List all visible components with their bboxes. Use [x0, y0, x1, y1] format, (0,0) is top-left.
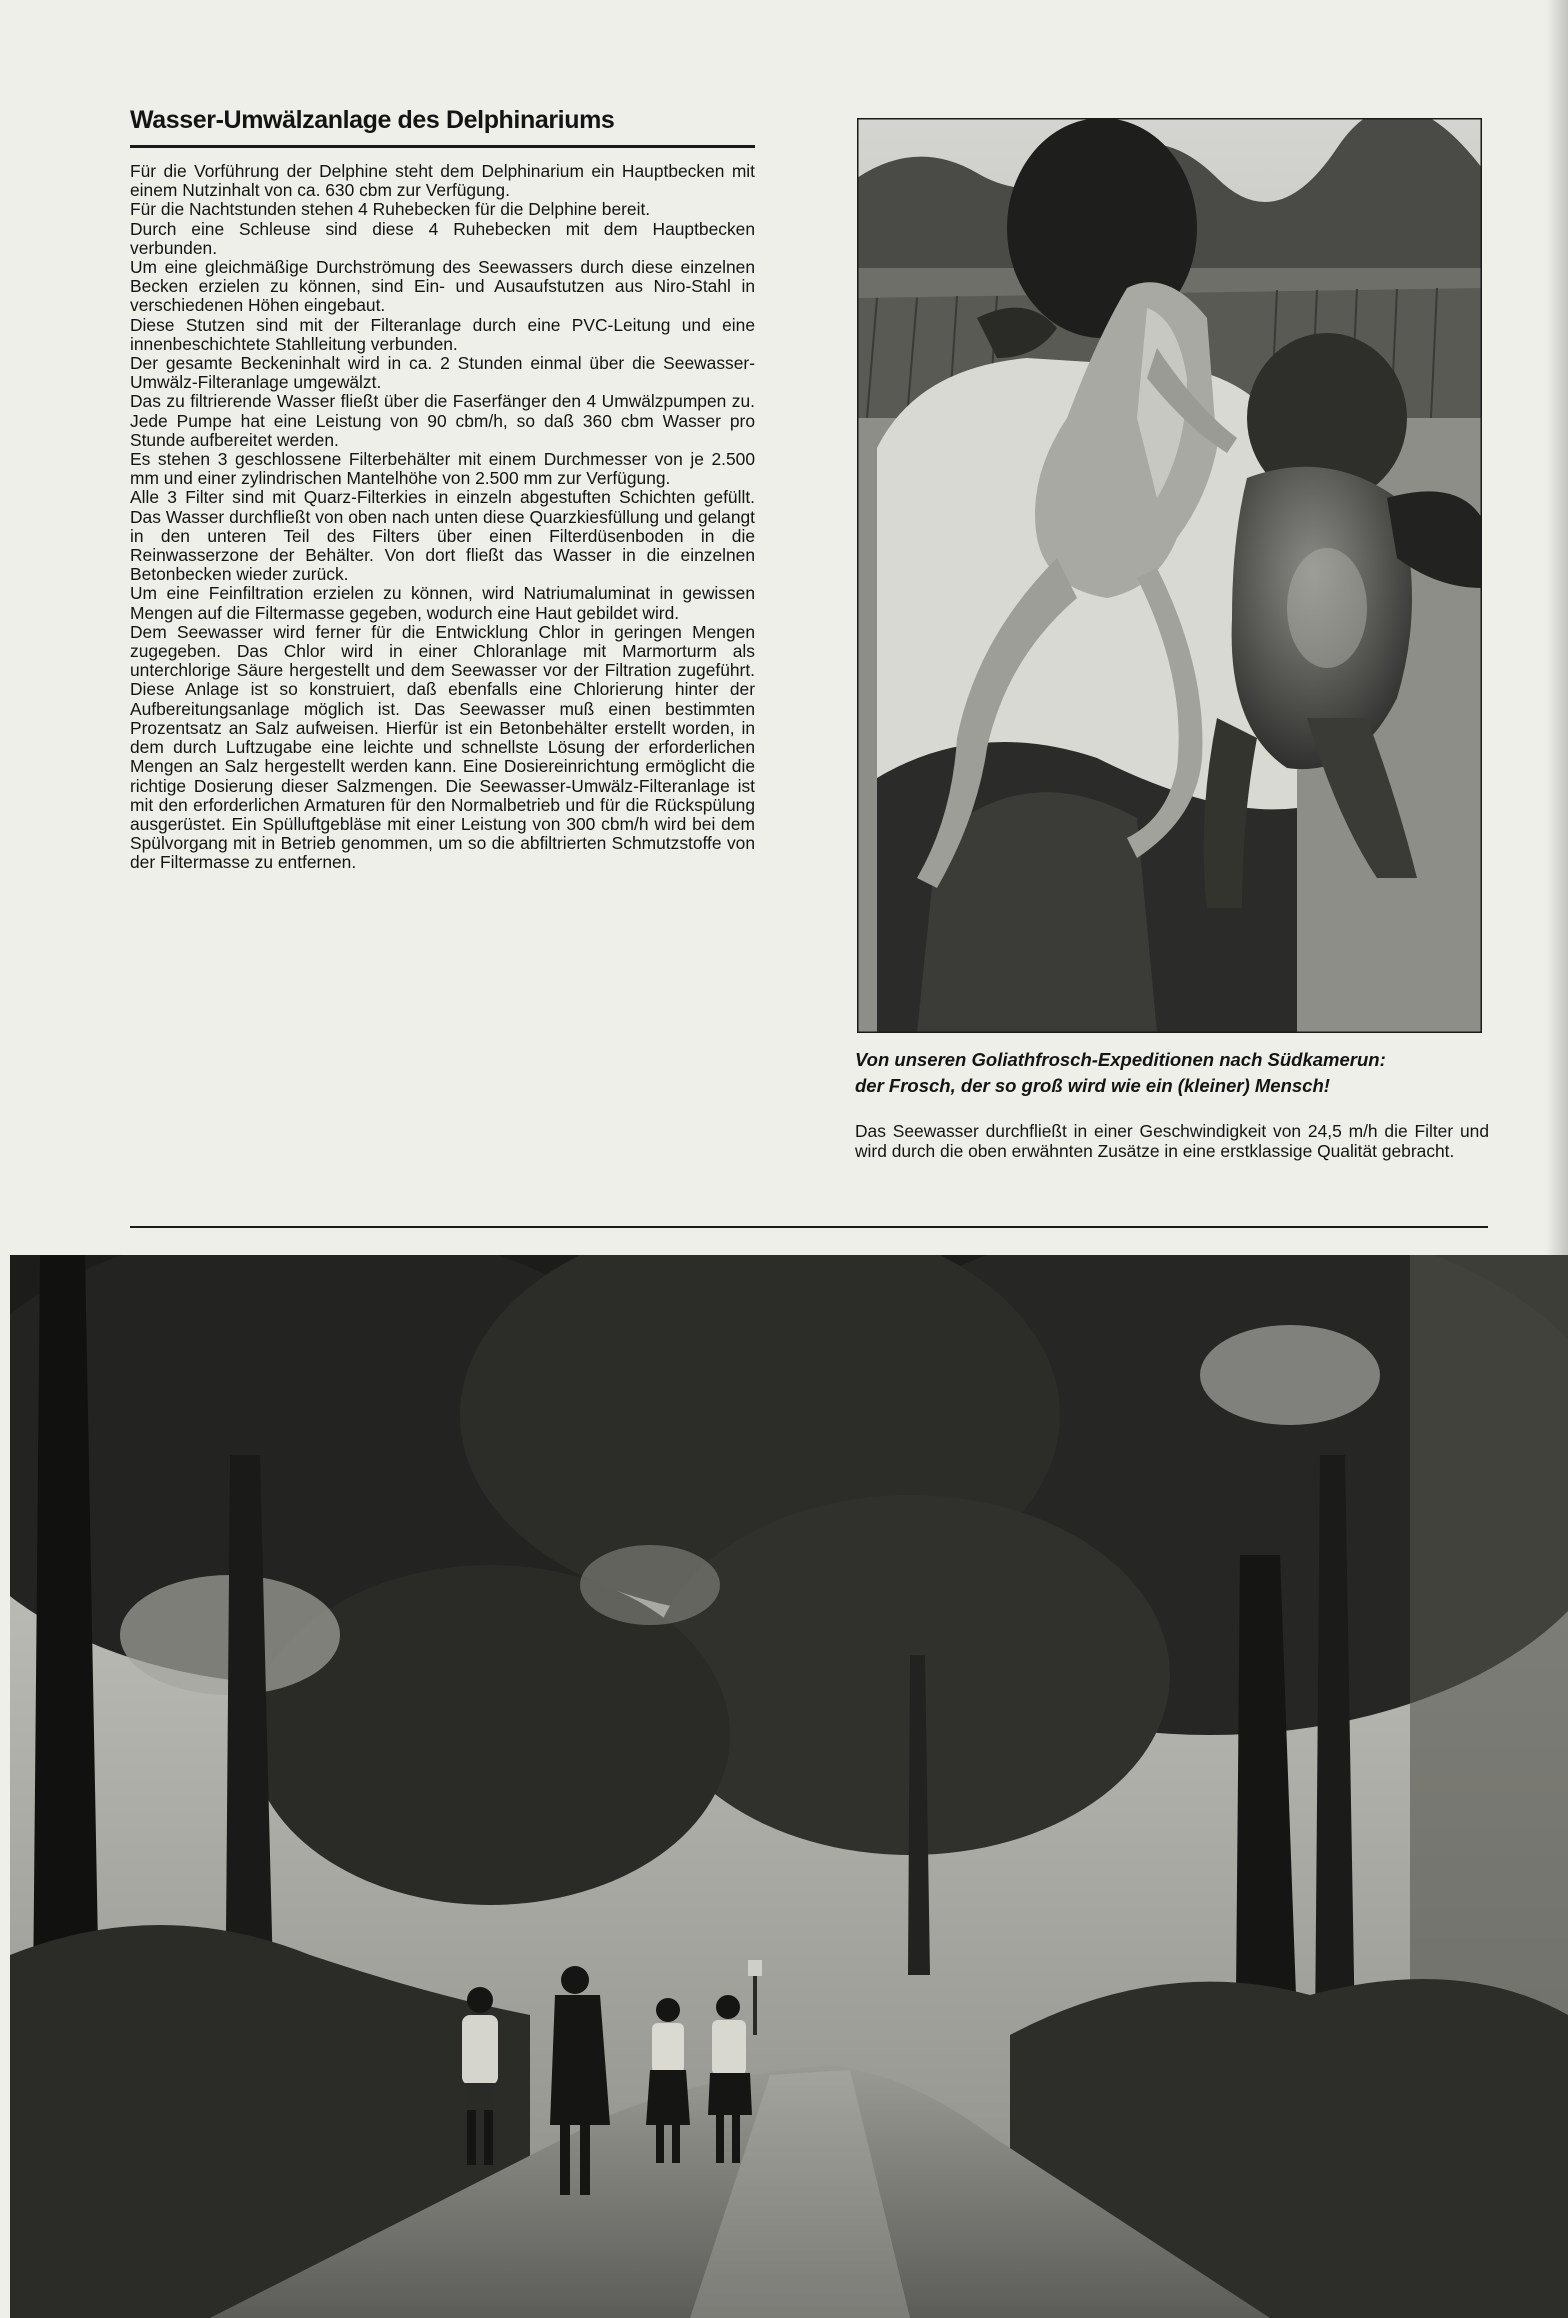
title-underline	[130, 145, 755, 148]
paragraph-schleuse: Durch eine Schleuse sind diese 4 Ruhebecken mit dem Hauptbecken verbunden.	[130, 218, 755, 258]
forest-path-photo	[10, 1255, 1568, 2318]
page-edge-shadow	[1546, 0, 1568, 1260]
section-divider	[130, 1226, 1488, 1228]
side-note: Das Seewasser durchfließt in einer Geschwindigkeit von 24,5 m/h die Filter und wird durch die oben erwähnten Zusätze in eine erstklassige Qualität gebracht.	[855, 1121, 1489, 1161]
goliath-frog-photo	[857, 118, 1482, 1033]
caption-line-2: der Frosch, der so groß wird wie ein (kleiner) Mensch!	[855, 1075, 1330, 1096]
caption-line-1: Von unseren Goliathfrosch-Expeditionen nach Südkamerun:	[855, 1049, 1386, 1070]
paragraph-beckeninhalt: Der gesamte Beckeninhalt wird in ca. 2 Stunden einmal über die Seewasser-Umwälz-Filteranlage umgewälzt.	[130, 353, 755, 393]
article-title: Wasser-Umwälzanlage des Delphinariums	[130, 106, 615, 134]
paragraph-hauptbecken: Für die Vorführung der Delphine steht dem Delphinarium ein Hauptbecken mit einem Nutzinhalt von ca. 630 cbm zur Verfügung.	[130, 161, 755, 201]
paragraph-umwaelzpumpen: Das zu filtrierende Wasser fließt über die Faserfänger den 4 Umwälzpumpen zu. Jede Pumpe hat eine Leistung von 90 cbm/h, so daß 360 cbm Wasser pro Stunde aufbereitet werden.	[130, 391, 755, 450]
paragraph-chlor-salz: Dem Seewasser wird ferner für die Entwicklung Chlor in geringen Mengen zugegeben. Das Chlor wird in einer Chloranlage mit Marmorturm als unterchlorige Säure hergestellt und dem Seewasser vor der Filtration zugeführt. Diese Anlage ist so konstruiert, daß ebenfalls eine Chlorierung hinter der Aufbereitungsanlage möglich ist. Das Seewasser muß einen bestimmten Prozentsatz an Salz aufweisen. Hierfür ist ein Betonbehälter erstellt worden, in dem durch Luftzugabe eine leichte und schnellste Lösung der erforderlichen Mengen an Salz hergestellt werden kann. Eine Dosiereinrichtung ermöglicht die richtige Dosierung dieser Salzmengen. Die Seewasser-Umwälz-Filteranlage ist mit den erforderlichen Armaturen für den Normalbetrieb und für die Rückspülung ausgerüstet. Ein Spülluftgebläse mit einer Leistung von 300 cbm/h wird bei dem Spülvorgang mit in Betrieb genommen, um so die abfiltrierten Schmutzstoffe von der Filtermasse zu entfernen.	[130, 621, 755, 873]
article-body	[130, 162, 755, 873]
paragraph-quarzfilter: Alle 3 Filter sind mit Quarz-Filterkies in einzeln abgestuften Schichten gefüllt. Das Wasser durchfließt von oben nach unten diese Quarzkiesfüllung und gelangt in den unteren Teil des Filters über einen Filterdüsenboden in die Reinwasserzone der Behälter. Von dort fließt das Wasser in die einzelnen Betonbecken wieder zurück.	[130, 487, 755, 585]
paragraph-ruhebecken: Für die Nachtstunden stehen 4 Ruhebecken für die Delphine bereit.	[130, 199, 651, 220]
paragraph-stutzen: Diese Stutzen sind mit der Filteranlage durch eine PVC-Leitung und eine innenbeschichtete Stahlleitung verbunden.	[130, 314, 755, 354]
photo-caption	[855, 1047, 1495, 1099]
paragraph-filterbehaelter: Es stehen 3 geschlossene Filterbehälter mit einem Durchmesser von je 2.500 mm und einer zylindrischen Mantelhöhe von 2.500 mm zur Verfügung.	[130, 449, 755, 489]
paragraph-feinfiltration: Um eine Feinfiltration erzielen zu können, wird Natriumaluminat in gewissen Mengen auf die Filtermasse gegeben, wodurch eine Haut gebildet wird.	[130, 583, 755, 623]
paragraph-durchstroemung: Um eine gleichmäßige Durchströmung des Seewassers durch diese einzelnen Becken erzielen zu können, sind Ein- und Ausaufstutzen aus Niro-Stahl in verschiedenen Höhen eingebaut.	[130, 257, 755, 316]
